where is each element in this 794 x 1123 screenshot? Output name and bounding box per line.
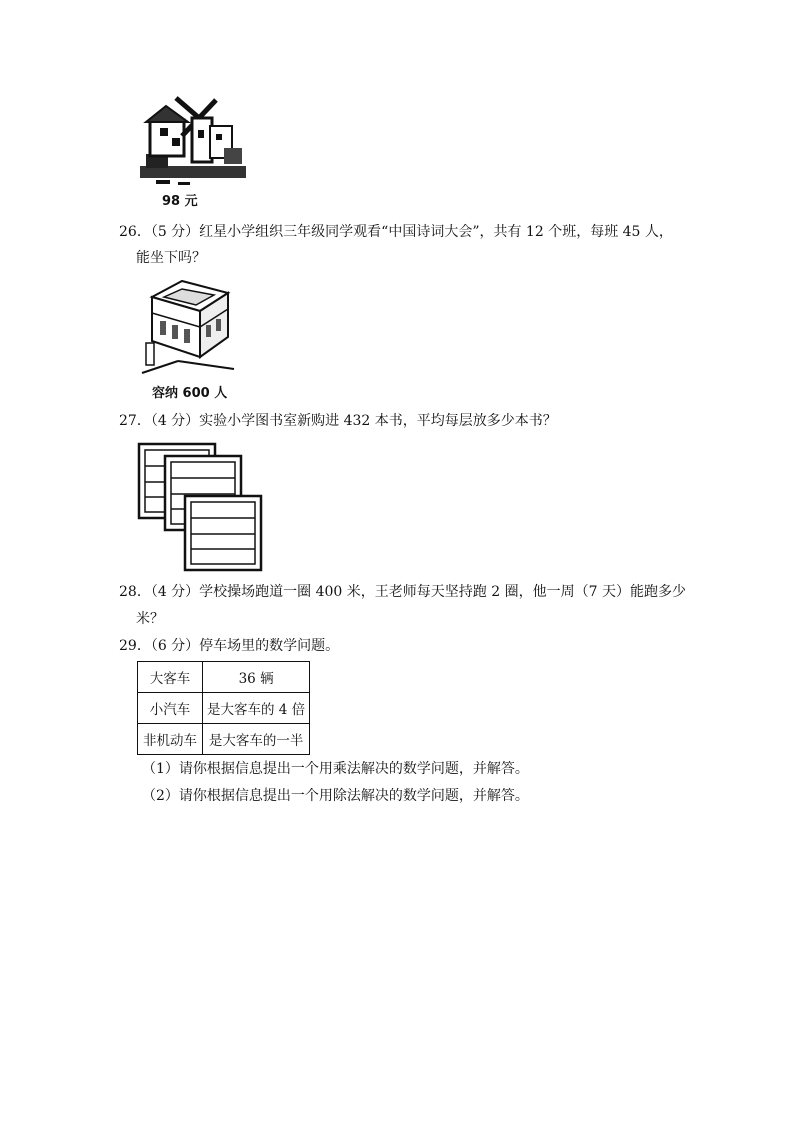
question-28-line2: 米？: [136, 611, 164, 627]
question-29-sub1: （1）请你根据信息提出一个用乘法解决的数学问题，并解答。: [142, 761, 529, 777]
table-cell-label: 大客车: [138, 662, 203, 693]
question-29-sub2: （2）请你根据信息提出一个用除法解决的数学问题，并解答。: [142, 788, 529, 804]
question-26-line1: 26．（5 分）红星小学组织三年级同学观看“中国诗词大会”，共有 12 个班，每班 45 人，: [119, 224, 673, 240]
question-27: 27．（4 分）实验小学图书室新购进 432 本书，平均每层放多少本书？: [119, 413, 557, 429]
table-row: [138, 662, 310, 693]
question-26-line2: 能坐下吗？: [136, 250, 206, 266]
question-28-line1: 28．（4 分）学校操场跑道一圈 400 米，王老师每天坚持跑 2 圈，他一周（7 天）能跑多少: [119, 584, 686, 600]
table-row: [138, 693, 310, 724]
table-cell-value: 是大客车的 4 倍: [203, 693, 310, 724]
price-caption: 98 元: [162, 194, 198, 209]
table-cell-label: 非机动车: [138, 724, 203, 755]
table-cell-value: 是大客车的一半: [203, 724, 310, 755]
theater-image: [138, 277, 238, 401]
house-windmill-image: [136, 96, 250, 212]
parking-info-table: [137, 661, 310, 755]
bookshelves-image: [137, 440, 263, 572]
capacity-caption: 容纳 600 人: [152, 386, 228, 401]
table-row: [138, 724, 310, 755]
table-cell-label: 小汽车: [138, 693, 203, 724]
bookshelves-illustration: [137, 440, 263, 572]
table-cell-value: 36 辆: [203, 662, 310, 693]
question-29: 29．（6 分）停车场里的数学问题。: [119, 638, 340, 654]
